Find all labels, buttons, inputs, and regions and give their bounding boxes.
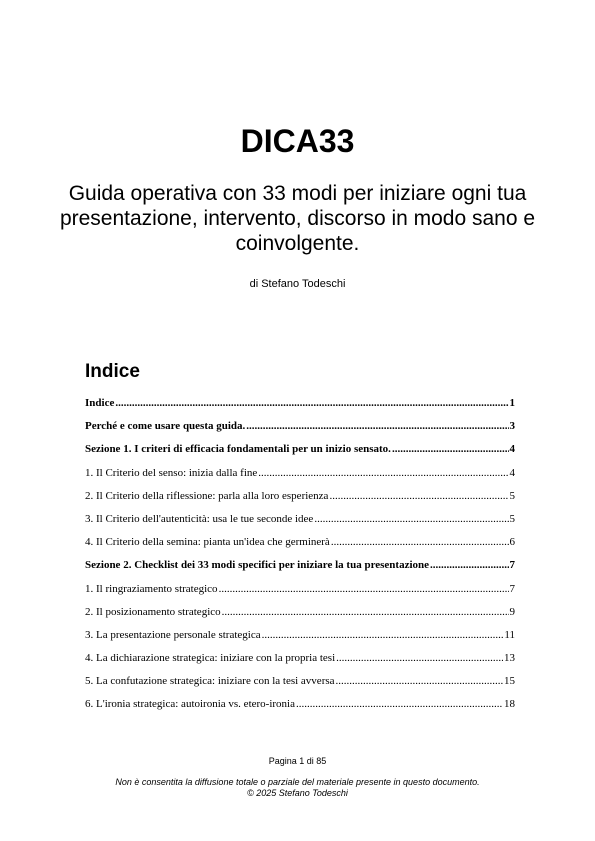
toc-entry-title: 2. Il posizionamento strategico: [85, 605, 221, 618]
toc-entry[interactable]: [85, 558, 515, 581]
toc-entry-page: 9: [509, 605, 515, 618]
toc-leader-dots: [329, 489, 508, 503]
document-subtitle: Guida operativa con 33 modi per iniziare ogni tua presentazione, intervento, discorso in modo sano e coinvolgente.: [59, 182, 536, 255]
author-line: di Stefano Todeschi: [249, 278, 346, 290]
footer-notice-text: Non è consentita la diffusione totale o parziale del materiale presente in questo documento.: [115, 777, 480, 787]
toc-leader-dots: [430, 558, 508, 572]
toc-entry-page: 18: [504, 698, 515, 711]
toc-entry[interactable]: [85, 442, 515, 465]
toc-entry-title: Indice: [85, 397, 115, 409]
toc-entry-page: 7: [509, 559, 515, 572]
toc-entry-page: 1: [509, 397, 515, 409]
toc-entry-title: 1. Il ringraziamento strategico: [85, 582, 218, 595]
toc-entry-page: 5: [509, 512, 515, 525]
toc-entry-page: 4: [509, 466, 515, 479]
toc-entry[interactable]: [85, 512, 515, 535]
toc-leader-dots: [336, 674, 503, 688]
toc-leader-dots: [115, 396, 508, 410]
toc-entry-page: 15: [504, 675, 515, 688]
toc-leader-dots: [219, 582, 509, 596]
toc-entry-title: Perché e come usare questa guida.: [85, 420, 246, 433]
toc-entry-title: 6. L'ironia strategica: autoironia vs. etero-ironia: [85, 698, 295, 711]
toc-entry[interactable]: [85, 605, 515, 628]
document-title: DICA33: [240, 123, 355, 159]
toc-entry[interactable]: [85, 535, 515, 558]
toc-entry-title: 5. La confutazione strategica: iniziare con la tesi avversa: [85, 675, 335, 688]
toc-entry[interactable]: [85, 466, 515, 489]
toc-entry[interactable]: [85, 651, 515, 674]
toc-entry[interactable]: [85, 489, 515, 512]
toc-entry-page: 7: [509, 582, 515, 595]
toc-entry[interactable]: [85, 674, 515, 697]
footer-notice: [0, 777, 595, 799]
toc-entry-title: 2. Il Criterio della riflessione: parla alla loro esperienza: [85, 489, 329, 502]
toc-leader-dots: [392, 442, 509, 456]
toc-entry-page: 3: [509, 420, 515, 433]
toc-entry-title: 3. La presentazione personale strategica: [85, 628, 261, 641]
table-of-contents: [85, 396, 515, 721]
footer-copyright: © 2025 Stefano Todeschi: [247, 788, 348, 798]
toc-entry-page: 4: [509, 443, 515, 456]
toc-leader-dots: [258, 466, 508, 480]
index-heading: Indice: [85, 361, 140, 382]
toc-entry-page: 11: [504, 628, 515, 641]
toc-leader-dots: [296, 697, 503, 711]
toc-entry[interactable]: [85, 697, 515, 720]
toc-entry-title: 4. Il Criterio della semina: pianta un'idea che germinerà: [85, 536, 330, 549]
toc-entry-title: 4. La dichiarazione strategica: iniziare con la propria tesi: [85, 652, 336, 665]
toc-entry[interactable]: [85, 396, 515, 419]
toc-leader-dots: [222, 605, 509, 619]
toc-leader-dots: [246, 419, 508, 433]
toc-entry-page: 6: [509, 536, 515, 549]
toc-entry[interactable]: [85, 419, 515, 442]
toc-entry-page: 5: [509, 489, 515, 502]
toc-entry[interactable]: [85, 628, 515, 651]
toc-entry-title: Sezione 1. I criteri di efficacia fondamentali per un inizio sensato.: [85, 443, 391, 456]
page-number: Pagina 1 di 85: [268, 756, 327, 766]
toc-entry-title: 3. Il Criterio dell'autenticità: usa le tue seconde idee: [85, 512, 314, 525]
toc-leader-dots: [336, 651, 503, 665]
toc-leader-dots: [314, 512, 508, 526]
toc-entry-title: 1. Il Criterio del senso: inizia dalla fine: [85, 466, 258, 479]
toc-entry-title: Sezione 2. Checklist dei 33 modi specifici per iniziare la tua presentazione: [85, 559, 430, 572]
toc-leader-dots: [331, 535, 509, 549]
toc-leader-dots: [262, 628, 504, 642]
toc-entry[interactable]: [85, 582, 515, 605]
toc-entry-page: 13: [504, 652, 515, 665]
